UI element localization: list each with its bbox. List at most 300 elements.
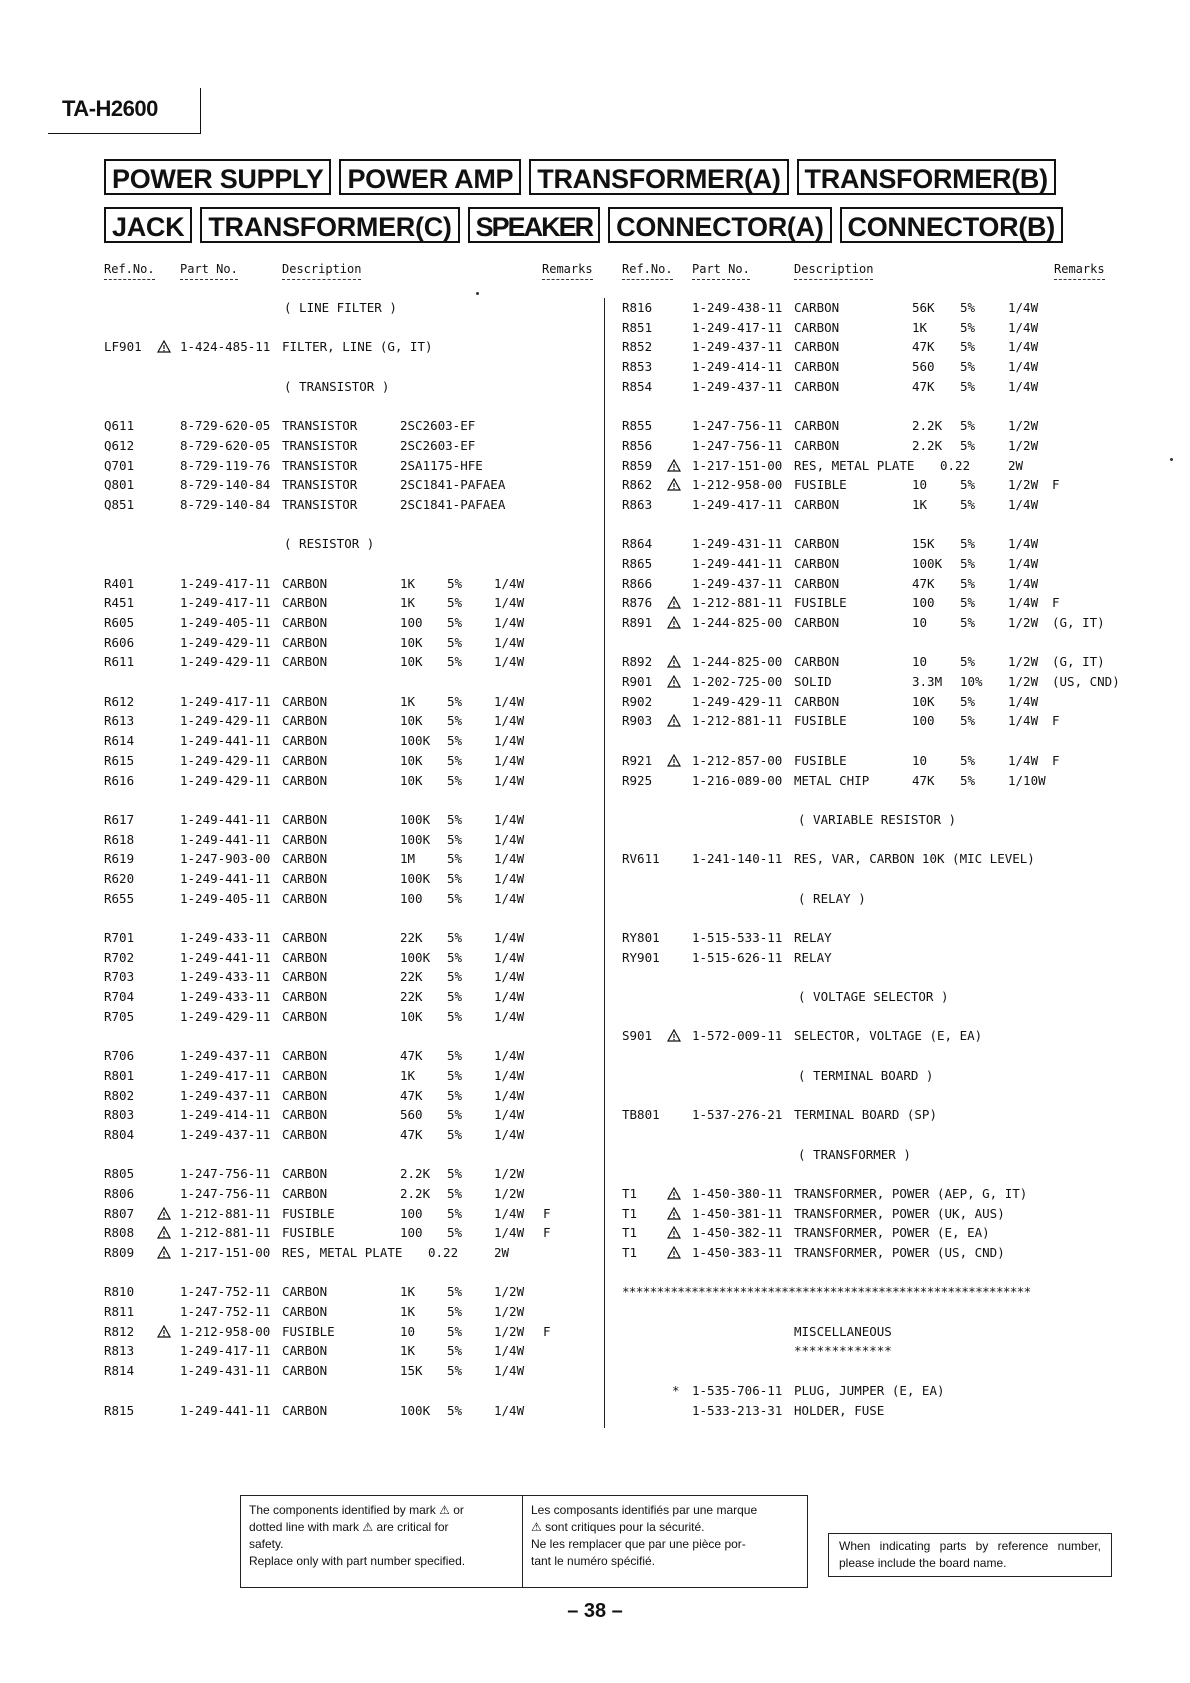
description: RES, VAR, CARBON 10K (MIC LEVEL) bbox=[794, 851, 1035, 867]
description: HOLDER, FUSE bbox=[794, 1402, 885, 1418]
wattage: 1/10W bbox=[1008, 772, 1046, 788]
part-no: 1-202-725-00 bbox=[692, 674, 783, 690]
part-no: 1-249-414-11 bbox=[180, 1107, 271, 1123]
section-title: ( VARIABLE RESISTOR ) bbox=[798, 811, 957, 827]
value: 1K bbox=[400, 1343, 416, 1359]
header-ref-no: Ref.No. bbox=[622, 262, 673, 276]
ref-no: Q611 bbox=[104, 418, 135, 434]
tolerance: 5% bbox=[447, 1185, 463, 1201]
ref-no: T1 bbox=[622, 1245, 638, 1260]
tolerance: 5% bbox=[447, 870, 463, 886]
notice-line: Ne les remplacer que par une pièce por- bbox=[531, 1537, 746, 1551]
caution-icon bbox=[667, 675, 681, 688]
caution-icon bbox=[667, 596, 681, 609]
tolerance: 5% bbox=[447, 890, 463, 906]
part-no: 1-249-433-11 bbox=[180, 930, 271, 945]
ref-no: R856 bbox=[622, 437, 653, 453]
parts-row bbox=[0, 928, 1190, 948]
part-no: 1-249-441-11 bbox=[180, 949, 271, 965]
wattage: 1/4W bbox=[494, 831, 525, 847]
wattage: 1/2W bbox=[494, 1284, 525, 1300]
description: CARBON bbox=[282, 1087, 328, 1103]
tolerance: 5% bbox=[447, 1402, 463, 1418]
description: CARBON bbox=[282, 733, 328, 749]
ref-no: R863 bbox=[622, 496, 653, 512]
value: 47K bbox=[400, 1048, 423, 1064]
wattage: 1/4W bbox=[1008, 339, 1039, 355]
part-no: 1-249-437-11 bbox=[180, 1087, 271, 1103]
description: RELAY bbox=[794, 930, 832, 945]
ref-no: R806 bbox=[104, 1185, 135, 1201]
asterisk-separator: *********************************************************** bbox=[622, 1284, 1031, 1300]
description: FUSIBLE bbox=[282, 1225, 335, 1241]
description: CARBON bbox=[794, 575, 840, 591]
description: CARBON bbox=[282, 615, 328, 630]
ref-no: R816 bbox=[622, 300, 653, 315]
parts-row bbox=[0, 1105, 1190, 1125]
nav-power-supply[interactable]: POWER SUPPLY bbox=[104, 159, 331, 195]
ref-no: R813 bbox=[104, 1343, 135, 1359]
parts-row bbox=[0, 337, 1190, 357]
header-part-no: Part No. bbox=[180, 262, 238, 276]
value: 10K bbox=[912, 693, 935, 709]
description: CARBON bbox=[794, 339, 840, 355]
part-no: 1-247-752-11 bbox=[180, 1284, 271, 1300]
ref-no: R619 bbox=[104, 851, 135, 867]
ref-no: Q701 bbox=[104, 457, 135, 473]
remark: F bbox=[1052, 477, 1060, 493]
caution-icon bbox=[667, 459, 681, 472]
wattage: 1/4W bbox=[494, 1087, 525, 1103]
part-no: 1-249-429-11 bbox=[180, 713, 271, 729]
ref-no: R803 bbox=[104, 1107, 135, 1123]
caution-icon bbox=[667, 1029, 681, 1042]
parts-row bbox=[0, 751, 1190, 771]
part-no: 1-572-009-11 bbox=[692, 1028, 783, 1044]
value: 2.2K bbox=[912, 437, 943, 453]
description: FUSIBLE bbox=[794, 595, 847, 611]
wattage: 1/4W bbox=[494, 634, 525, 650]
tolerance: 5% bbox=[447, 831, 463, 847]
value: 15K bbox=[400, 1363, 423, 1379]
value: 10K bbox=[400, 1008, 423, 1024]
parts-row bbox=[0, 672, 1190, 692]
nav-jack[interactable]: JACK bbox=[104, 207, 192, 243]
nav-speaker[interactable]: SPEAKER bbox=[468, 207, 601, 243]
wattage: 1/4W bbox=[494, 1048, 525, 1064]
section-title: ( RELAY ) bbox=[798, 890, 866, 906]
wattage: 1/4W bbox=[494, 693, 525, 709]
tolerance: 5% bbox=[447, 1205, 463, 1221]
nav-transformer-c[interactable]: TRANSFORMER(C) bbox=[200, 207, 459, 243]
parts-row bbox=[0, 1401, 1190, 1421]
description: CARBON bbox=[794, 378, 840, 394]
wattage: 1/2W bbox=[1008, 437, 1039, 453]
description: CARBON bbox=[794, 418, 840, 434]
ref-no: R704 bbox=[104, 989, 135, 1005]
description: TRANSISTOR bbox=[282, 496, 358, 512]
value: 1K bbox=[400, 693, 416, 709]
value: 3.3M bbox=[912, 674, 943, 690]
description: CARBON bbox=[282, 1107, 328, 1123]
spacer-row bbox=[0, 396, 1190, 416]
description: PLUG, JUMPER (E, EA) bbox=[794, 1382, 945, 1398]
part-no: 1-249-429-11 bbox=[180, 1008, 271, 1024]
parts-row bbox=[0, 475, 1190, 495]
wattage: 1/4W bbox=[494, 654, 525, 670]
wattage: 1/4W bbox=[494, 575, 525, 591]
parts-row bbox=[0, 357, 1190, 377]
description: CARBON bbox=[282, 969, 328, 985]
spacer-row bbox=[0, 515, 1190, 535]
part-no: 1-249-433-11 bbox=[180, 969, 271, 985]
model-divider bbox=[200, 88, 201, 134]
part-no: 1-212-958-00 bbox=[180, 1323, 271, 1339]
value: 100K bbox=[400, 733, 431, 749]
value: 10 bbox=[912, 477, 928, 493]
part-no: 1-535-706-11 bbox=[692, 1382, 783, 1398]
description: CARBON bbox=[282, 1363, 328, 1379]
part-no: 1-247-756-11 bbox=[180, 1166, 271, 1182]
misc-title: MISCELLANEOUS bbox=[794, 1323, 892, 1339]
part-no: 1-249-429-11 bbox=[180, 634, 271, 650]
model-number: TA-H2600 bbox=[62, 96, 158, 121]
value: 10 bbox=[400, 1323, 416, 1339]
ref-no: R876 bbox=[622, 595, 653, 611]
ref-no: R902 bbox=[622, 693, 653, 709]
parts-row bbox=[0, 771, 1190, 791]
ref-no: R703 bbox=[104, 969, 135, 985]
wattage: 1/2W bbox=[1008, 418, 1039, 434]
description: FILTER, LINE (G, IT) bbox=[282, 339, 433, 355]
value: 2.2K bbox=[400, 1166, 431, 1182]
value: 47K bbox=[400, 1126, 423, 1142]
description: CARBON bbox=[282, 1304, 328, 1320]
nav-transformer-a[interactable]: TRANSFORMER(A) bbox=[529, 159, 788, 195]
wattage: 1/4W bbox=[494, 772, 525, 788]
remark: F bbox=[1052, 713, 1060, 729]
tolerance: 0.22 bbox=[940, 457, 971, 473]
parts-row bbox=[0, 1223, 1190, 1243]
value: 10 bbox=[912, 752, 928, 768]
part-no: 1-249-441-11 bbox=[180, 831, 271, 847]
wattage: 1/4W bbox=[494, 713, 525, 729]
ref-no: Q801 bbox=[104, 477, 135, 493]
parts-row bbox=[0, 298, 1190, 318]
spacer-row bbox=[0, 1361, 1190, 1381]
spacer-row bbox=[0, 731, 1190, 751]
ref-no: R618 bbox=[104, 831, 135, 847]
value: 2SC1841-PAFAEA bbox=[400, 477, 506, 493]
spacer-row bbox=[0, 830, 1190, 850]
value: 22K bbox=[400, 989, 423, 1005]
part-no: 1-249-429-11 bbox=[180, 772, 271, 788]
part-no: 1-249-417-11 bbox=[692, 319, 783, 335]
ref-no: R801 bbox=[104, 1067, 135, 1083]
part-no: 1-249-414-11 bbox=[692, 359, 783, 375]
header-remarks: Remarks bbox=[542, 262, 593, 276]
wattage: 1/4W bbox=[494, 595, 525, 611]
tolerance: 5% bbox=[447, 1126, 463, 1142]
value: 1M bbox=[400, 851, 416, 867]
part-no: 1-515-533-11 bbox=[692, 930, 783, 945]
value: 100K bbox=[400, 1402, 431, 1418]
remark: F bbox=[1052, 752, 1060, 768]
description: CARBON bbox=[282, 654, 328, 670]
description: FUSIBLE bbox=[794, 713, 847, 729]
ref-no: R903 bbox=[622, 713, 653, 729]
notice-line: Les composants identifiés par une marque bbox=[531, 1503, 758, 1517]
part-no: 1-249-417-11 bbox=[180, 693, 271, 709]
spacer-row bbox=[0, 1302, 1190, 1322]
ref-no: R865 bbox=[622, 555, 653, 571]
part-no: 1-249-441-11 bbox=[180, 733, 271, 749]
value: 10K bbox=[400, 752, 423, 768]
parts-row bbox=[0, 318, 1190, 338]
ref-no: R612 bbox=[104, 693, 135, 709]
wattage: 1/4W bbox=[494, 1008, 525, 1024]
tolerance: 5% bbox=[447, 634, 463, 650]
tolerance: 5% bbox=[447, 1067, 463, 1083]
tolerance: 5% bbox=[960, 536, 976, 552]
ref-no: R859 bbox=[622, 457, 653, 473]
description: TRANSISTOR bbox=[282, 457, 358, 473]
section-nav-row-1 bbox=[104, 159, 1056, 195]
description: CARBON bbox=[282, 1067, 328, 1083]
section-heading bbox=[0, 1145, 1190, 1165]
description: CARBON bbox=[282, 752, 328, 768]
section-title: ( RESISTOR ) bbox=[284, 536, 375, 552]
wattage: 1/2W bbox=[494, 1304, 525, 1320]
header-description: Description bbox=[794, 262, 874, 276]
value: 1K bbox=[400, 1304, 416, 1320]
value: 10K bbox=[400, 772, 423, 788]
ref-no: R853 bbox=[622, 359, 653, 375]
description: RELAY bbox=[794, 949, 832, 965]
tolerance: 5% bbox=[447, 1284, 463, 1300]
wattage: 1/2W bbox=[1008, 674, 1039, 690]
tolerance: 5% bbox=[447, 969, 463, 985]
ref-no: RV611 bbox=[622, 851, 660, 867]
part-no: 1-244-825-00 bbox=[692, 654, 783, 670]
ref-no: RY901 bbox=[622, 949, 660, 965]
value: 100 bbox=[912, 595, 935, 611]
part-no: 1-515-626-11 bbox=[692, 949, 783, 965]
parts-row bbox=[0, 1204, 1190, 1224]
description: CARBON bbox=[282, 1166, 328, 1182]
caution-icon bbox=[667, 655, 681, 668]
description: TRANSISTOR bbox=[282, 437, 358, 453]
parts-row bbox=[0, 948, 1190, 968]
wattage: 1/4W bbox=[1008, 496, 1039, 512]
part-no: 1-249-417-11 bbox=[180, 1343, 271, 1359]
description: FUSIBLE bbox=[282, 1205, 335, 1221]
part-no: 1-450-381-11 bbox=[692, 1205, 783, 1221]
description: TRANSISTOR bbox=[282, 477, 358, 493]
wattage: 1/4W bbox=[494, 930, 525, 945]
description: CARBON bbox=[282, 634, 328, 650]
ref-no: R655 bbox=[104, 890, 135, 906]
part-no: 1-249-417-11 bbox=[180, 1067, 271, 1083]
part-no: 1-249-417-11 bbox=[180, 595, 271, 611]
notice-line: The components identified by mark ⚠ or bbox=[249, 1503, 464, 1517]
wattage: 1/4W bbox=[494, 752, 525, 768]
parts-row bbox=[0, 456, 1190, 476]
wattage: 1/2W bbox=[1008, 477, 1039, 493]
nav-connector-b[interactable]: CONNECTOR(B) bbox=[840, 207, 1063, 243]
value: 56K bbox=[912, 300, 935, 315]
part-no: 1-212-857-00 bbox=[692, 752, 783, 768]
description: CARBON bbox=[282, 1185, 328, 1201]
ref-no: Q612 bbox=[104, 437, 135, 453]
value: 2.2K bbox=[400, 1185, 431, 1201]
value: 1K bbox=[912, 319, 928, 335]
description: CARBON bbox=[282, 693, 328, 709]
description: CARBON bbox=[794, 300, 840, 315]
description: TRANSFORMER, POWER (UK, AUS) bbox=[794, 1205, 1005, 1221]
part-no: 1-247-903-00 bbox=[180, 851, 271, 867]
description: CARBON bbox=[794, 437, 840, 453]
header-description: Description bbox=[282, 262, 362, 276]
value: 2.2K bbox=[912, 418, 943, 434]
wattage: 1/4W bbox=[494, 615, 525, 630]
value: 100K bbox=[400, 811, 431, 827]
part-no: 8-729-140-84 bbox=[180, 477, 271, 493]
tolerance: 5% bbox=[447, 851, 463, 867]
ref-no: R807 bbox=[104, 1205, 135, 1221]
remark: (US, CND) bbox=[1052, 674, 1120, 690]
parts-row bbox=[0, 1243, 1190, 1263]
part-no: 1-249-437-11 bbox=[692, 575, 783, 591]
remark: F bbox=[543, 1205, 551, 1221]
wattage: 1/4W bbox=[1008, 359, 1039, 375]
part-no: 1-450-382-11 bbox=[692, 1225, 783, 1241]
nav-transformer-b[interactable]: TRANSFORMER(B) bbox=[797, 159, 1056, 195]
parts-row bbox=[0, 416, 1190, 436]
description: FUSIBLE bbox=[794, 477, 847, 493]
description: CARBON bbox=[282, 851, 328, 867]
spacer-row bbox=[0, 1263, 1190, 1283]
wattage: 1/4W bbox=[1008, 713, 1039, 729]
stray-mark bbox=[1170, 458, 1173, 461]
ref-no: R808 bbox=[104, 1225, 135, 1241]
tolerance: 5% bbox=[447, 1107, 463, 1123]
description: CARBON bbox=[794, 654, 840, 670]
description: RES, METAL PLATE bbox=[282, 1245, 403, 1260]
wattage: 1/4W bbox=[494, 1107, 525, 1123]
part-no: 8-729-620-05 bbox=[180, 418, 271, 434]
tolerance: 5% bbox=[960, 339, 976, 355]
tolerance: 5% bbox=[447, 1225, 463, 1241]
section-title: ( TRANSFORMER ) bbox=[798, 1146, 911, 1162]
wattage: 1/4W bbox=[494, 851, 525, 867]
description: CARBON bbox=[282, 890, 328, 906]
ref-no: R891 bbox=[622, 615, 653, 630]
part-no: 1-424-485-11 bbox=[180, 339, 271, 355]
nav-connector-a[interactable]: CONNECTOR(A) bbox=[608, 207, 831, 243]
value: 100K bbox=[400, 870, 431, 886]
wattage: 1/4W bbox=[494, 890, 525, 906]
tolerance: 5% bbox=[447, 693, 463, 709]
wattage: 1/4W bbox=[1008, 300, 1039, 315]
value: 47K bbox=[912, 575, 935, 591]
tolerance: 5% bbox=[447, 1048, 463, 1064]
part-no: 1-249-437-11 bbox=[692, 339, 783, 355]
wattage: 1/2W bbox=[494, 1323, 525, 1339]
safety-notice bbox=[240, 1495, 808, 1588]
ref-no: R620 bbox=[104, 870, 135, 886]
ref-no: R855 bbox=[622, 418, 653, 434]
remark: (G, IT) bbox=[1052, 615, 1105, 630]
tolerance: 5% bbox=[447, 1323, 463, 1339]
value: 2SC2603-EF bbox=[400, 437, 476, 453]
tolerance: 5% bbox=[960, 595, 976, 611]
value: 560 bbox=[912, 359, 935, 375]
parts-row bbox=[0, 849, 1190, 869]
description: CARBON bbox=[794, 615, 840, 630]
wattage: 1/4W bbox=[494, 870, 525, 886]
tolerance: 5% bbox=[960, 359, 976, 375]
wattage: 1/4W bbox=[494, 989, 525, 1005]
tolerance: 5% bbox=[447, 733, 463, 749]
ref-no: R805 bbox=[104, 1166, 135, 1182]
section-title: ( LINE FILTER ) bbox=[284, 300, 397, 315]
tolerance: 5% bbox=[960, 615, 976, 630]
wattage: 1/2W bbox=[1008, 615, 1039, 630]
nav-power-amp[interactable]: POWER AMP bbox=[339, 159, 521, 195]
tolerance: 5% bbox=[447, 989, 463, 1005]
description: CARBON bbox=[794, 496, 840, 512]
ref-no: R605 bbox=[104, 615, 135, 630]
part-no: 1-217-151-00 bbox=[692, 457, 783, 473]
description: CARBON bbox=[282, 930, 328, 945]
description: METAL CHIP bbox=[794, 772, 870, 788]
part-no: 1-212-881-11 bbox=[692, 595, 783, 611]
description: SOLID bbox=[794, 674, 832, 690]
tolerance: 5% bbox=[960, 378, 976, 394]
ref-no: R814 bbox=[104, 1363, 135, 1379]
caution-icon bbox=[667, 714, 681, 727]
value: 1K bbox=[400, 575, 416, 591]
misc-heading bbox=[0, 1322, 1190, 1342]
tolerance: 5% bbox=[447, 615, 463, 630]
ref-no: R810 bbox=[104, 1284, 135, 1300]
tolerance: 5% bbox=[960, 713, 976, 729]
ref-no: R866 bbox=[622, 575, 653, 591]
tolerance: 5% bbox=[960, 654, 976, 670]
parts-row bbox=[0, 574, 1190, 594]
safety-notice-french bbox=[523, 1496, 807, 1587]
description: TRANSFORMER, POWER (E, EA) bbox=[794, 1225, 990, 1241]
misc-heading bbox=[0, 1341, 1190, 1361]
ref-no: R705 bbox=[104, 1008, 135, 1024]
value: 2SA1175-HFE bbox=[400, 457, 483, 473]
ref-no: R852 bbox=[622, 339, 653, 355]
ref-no: R706 bbox=[104, 1048, 135, 1064]
value: 100 bbox=[400, 1205, 423, 1221]
parts-row bbox=[0, 692, 1190, 712]
value: 100K bbox=[400, 949, 431, 965]
tolerance: 5% bbox=[960, 496, 976, 512]
safety-notice-english bbox=[241, 1496, 523, 1587]
wattage: 2W bbox=[494, 1245, 510, 1260]
description: CARBON bbox=[282, 1343, 328, 1359]
description: FUSIBLE bbox=[794, 752, 847, 768]
ref-no: RY801 bbox=[622, 930, 660, 945]
model-underline bbox=[48, 133, 200, 134]
part-no: 1-249-405-11 bbox=[180, 890, 271, 906]
part-no: 8-729-119-76 bbox=[180, 457, 271, 473]
